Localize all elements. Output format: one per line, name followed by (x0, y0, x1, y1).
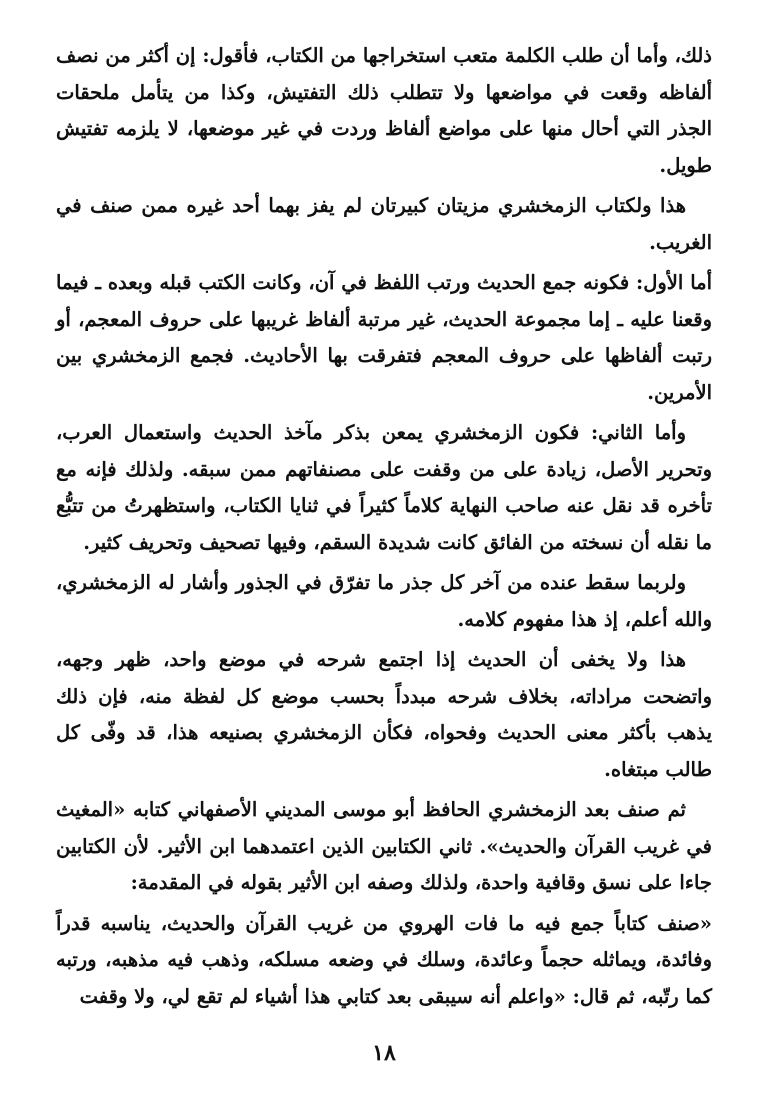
body-text (56, 38, 712, 1015)
paragraph: أما الأول: فكونه جمع الحديث ورتب اللفظ في آن، وكانت الكتب قبله وبعده ـ فيما وقعنا عليه ـ إما مجموعة الحديث، غير مرتبة ألفاظ غريبها على حروف المعجم، أو رتبت ألفاظها على حروف المعجم فتفرقت بها الأحاديث. فجمع الزمخشري بين الأمرين. (56, 271, 712, 404)
paragraph: ولربما سقط عنده من آخر كل جذر ما تفرّق في الجذور وأشار له الزمخشري، والله أعلم، إذ هذا مفهوم كلامه. (56, 571, 712, 631)
page-number: ١٨ (372, 1040, 396, 1066)
paragraph: ثم صنف بعد الزمخشري الحافظ أبو موسى المديني الأصفهاني كتابه «المغيث في غريب القرآن والحديث». ثاني الكتابين الذين اعتمدهما ابن الأثير. لأن الكتابين جاءا على نسق وقافية واحدة، ولذلك وصفه ابن الأثير بقوله في المقدمة: (56, 798, 712, 894)
paragraph: ذلك، وأما أن طلب الكلمة متعب استخراجها من الكتاب، فأقول: إن أكثر من نصف ألفاظه وقعت في مواضعها ولا تتطلب ذلك التفتيش، وكذا من يتأمل ملحقات الجذر التي أحال منها على مواضع ألفاظ وردت في غير موضعها، لا يلزمه تفتيش طويل. (56, 44, 712, 177)
paragraph: هذا ولكتاب الزمخشري مزيتان كبيرتان لم يفز بهما أحد غيره ممن صنف في الغريب. (56, 194, 712, 254)
paragraph: هذا ولا يخفى أن الحديث إذا اجتمع شرحه في موضع واحد، ظهر وجهه، واتضحت مراداته، بخلاف شرحه مبدداً بحسب موضع كل لفظة منه، فإن ذلك يذهب بأكثر معنى الحديث وفحواه، فكأن الزمخشري بصنيعه هذا، قد وفّى كل طالب مبتغاه. (56, 648, 712, 781)
paragraph: وأما الثاني: فكون الزمخشري يمعن بذكر مآخذ الحديث واستعمال العرب، وتحرير الأصل، زيادة على من وقفت على مصنفاتهم ممن سبقه. ولذلك فإنه مع تأخره قد نقل عنه صاحب النهاية كلاماً كثيراً في ثنايا الكتاب، واستظهرتُ من تتبُّع ما نقله أن نسخته من الفائق كانت شديدة السقم، وفيها تصحيف وتحريف كثير. (56, 421, 712, 554)
quote-paragraph: «صنف كتاباً جمع فيه ما فات الهروي من غريب القرآن والحديث، يناسبه قدراً وفائدة، ويماثله حجماً وعائدة، وسلك في وضعه مسلكه، وذهب فيه مذهبه، ورتبه كما رتّبه، ثم قال: «واعلم أنه سيبقى بعد كتابي هذا أشياء لم تقع لي، ولا وقفت (56, 911, 712, 1008)
